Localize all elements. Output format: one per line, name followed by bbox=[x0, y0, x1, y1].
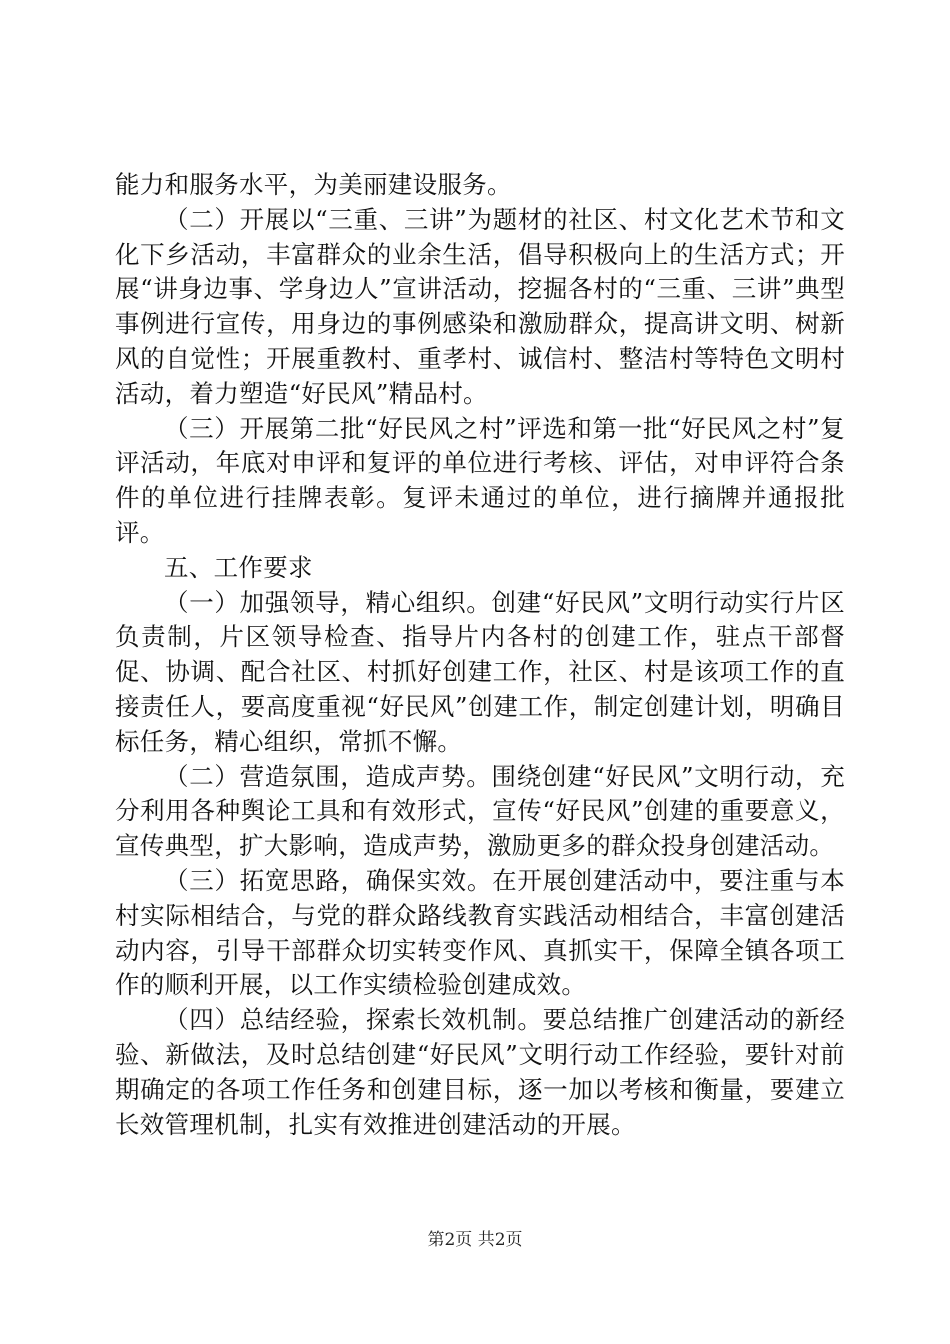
paragraph-item-2: （二）开展以“三重、三讲”为题材的社区、村文化艺术节和文化下乡活动，丰富群众的业余生活，倡导积极向上的生活方式；开展“讲身边事、学身边人”宣讲活动，挖掘各村的“三重、三讲”典型事例进行宣传，用身边的事例感染和激励群众，提高讲文明、树新风的自觉性；开展重教村、重孝村、诚信村、整洁村等特色文明村活动，着力塑造“好民风”精品村。 bbox=[115, 204, 845, 408]
paragraph-requirement-4: （四）总结经验，探索长效机制。要总结推广创建活动的新经验、新做法，及时总结创建“好民风”文明行动工作经验，要针对前期确定的各项工作任务和创建目标，逐一加以考核和衡量，要建立长效管理机制，扎实有效推进创建活动的开展。 bbox=[115, 1005, 845, 1139]
paragraph-continuation: 能力和服务水平，为美丽建设服务。 bbox=[115, 170, 512, 199]
section-heading-work-requirements: 五、工作要求 bbox=[164, 552, 313, 582]
paragraph-requirement-2: （二）营造氛围，造成声势。围绕创建“好民风”文明行动，充分利用各种舆论工具和有效形式，宣传“好民风”创建的重要意义，宣传典型，扩大影响，造成声势，激励更多的群众投身创建活动。 bbox=[115, 761, 845, 861]
document-body bbox=[115, 168, 845, 1142]
paragraph-requirement-1: （一）加强领导，精心组织。创建“好民风”文明行动实行片区负责制，片区领导检查、指导片内各村的创建工作，驻点干部督促、协调、配合社区、村抓好创建工作，社区、村是该项工作的直接责任人，要高度重视“好民风”创建工作，制定创建计划，明确目标任务，精心组织，常抓不懈。 bbox=[115, 587, 845, 756]
paragraph-item-3: （三）开展第二批“好民风之村”评选和第一批“好民风之村”复评活动，年底对申评和复评的单位进行考核、评估，对申评符合条件的单位进行挂牌表彰。复评未通过的单位，进行摘牌并通报批评。 bbox=[115, 413, 845, 547]
page-number-footer: 第2页 共2页 bbox=[427, 1230, 523, 1250]
paragraph-requirement-3: （三）拓宽思路，确保实效。在开展创建活动中，要注重与本村实际相结合，与党的群众路线教育实践活动相结合，丰富创建活动内容，引导干部群众切实转变作风、真抓实干，保障全镇各项工作的顺利开展，以工作实绩检验创建成效。 bbox=[115, 865, 845, 1000]
